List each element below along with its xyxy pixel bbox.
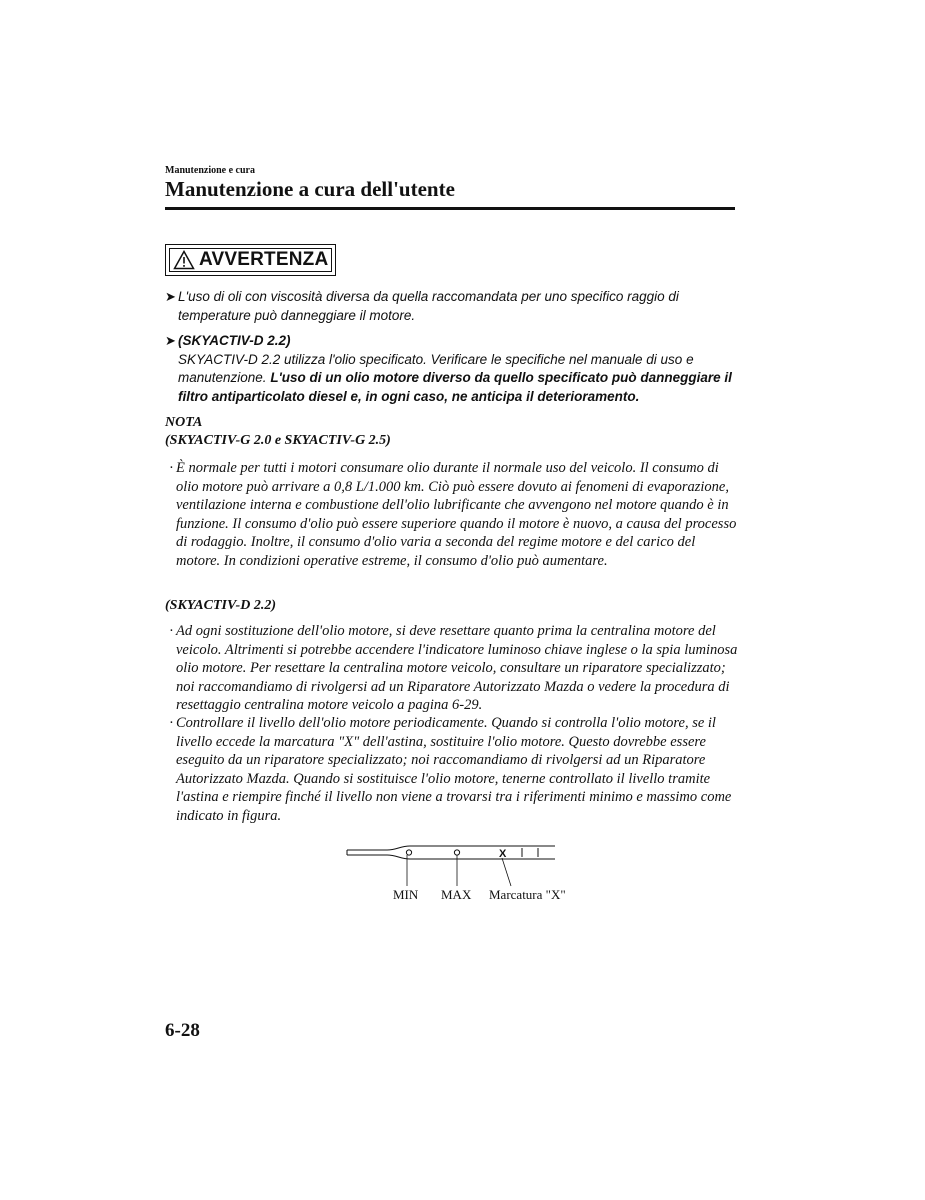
- warning-item-1: [165, 288, 740, 325]
- x-marking-label: Marcatura "X": [489, 887, 566, 902]
- x-marking: X: [499, 848, 507, 860]
- bullet-dot-icon: ·: [169, 715, 174, 731]
- nota-bullet-2: [165, 622, 740, 715]
- nota-bullet-1: [165, 459, 740, 570]
- warning-item-1-text: L'uso di oli con viscosità diversa da quella raccomandata per uno specifico raggio di temperature può danneggiare il motore.: [178, 289, 679, 323]
- nota-bullet-2-text: Ad ogni sostituzione dell'olio motore, si deve resettare quanto prima la centralina motore del veicolo. Altrimenti si potrebbe accendere l'indicatore luminoso chiave inglese o la spia luminosa olio motore. Per resettare la centralina motore veicolo, consultare un riparatore specializzato; noi raccomandiamo di rivolgersi ad un Riparatore Autorizzato Mazda o vedere la procedura di resettaggio centralina motore veicolo a pagina 6-29.: [176, 623, 738, 713]
- max-label: MAX: [441, 887, 472, 902]
- nota-bullet-1-text: È normale per tutti i motori consumare olio durante il normale uso del veicolo. Il consumo di olio motore può arrivare a 0,8 L/1.000 km. Ciò può essere dovuto ai fenomeni di evaporazione, ventilazione interna e combustione dell'olio lubrificante che avvengono nel motore quando è in funzione. Il consumo d'olio può essere superiore quando il motore è nuovo, a causa del processo di rodaggio. Inoltre, il consumo d'olio varia a seconda del regime motore e del carico del motore. In condizioni operative estreme, il consumo d'olio può aumentare.: [176, 460, 737, 569]
- title-divider: [165, 207, 735, 210]
- bullet-dot-icon: ·: [169, 623, 174, 639]
- warning-item-2-text: SKYACTIV-D 2.2 utilizza l'olio specificato. Verificare le specifiche nel manuale di uso e manutenzione.: [178, 351, 694, 385]
- arrow-bullet-icon: ➤: [165, 289, 176, 304]
- warning-box: [165, 244, 336, 276]
- page-number: 6-28: [165, 1020, 200, 1041]
- page-title: Manutenzione a cura dell'utente: [165, 177, 455, 201]
- min-label: MIN: [393, 887, 419, 902]
- warning-label: AVVERTENZA: [199, 249, 329, 270]
- warning-item-2: [165, 332, 740, 406]
- nota-bullet-3-text: Controllare il livello dell'olio motore periodicamente. Quando si controlla l'olio motore, se il livello eccede la marcatura "X" dell'astina, sostituire l'olio motore. Questo dovrebbe essere eseguito da un riparatore specializzato; noi raccomandiamo di rivolgersi ad un Riparatore Autorizzato Mazda. Quando si sostituisce l'olio motore, tenerne controllato il livello tramite l'astina e riempire finché il livello non viene a trovarsi tra i riferimenti minimo e massimo come indicato in figura.: [176, 715, 732, 824]
- nota-label: NOTA: [165, 415, 203, 430]
- warning-item-2-bold: L'uso di un olio motore diverso da quello specificato può danneggiare il filtro antiparticolato diesel e, in ogni caso, ne anticipa il deterioramento.: [178, 370, 732, 404]
- arrow-bullet-icon: ➤: [165, 333, 176, 348]
- dipstick-figure: [345, 840, 575, 910]
- warning-item-2-title: (SKYACTIV-D 2.2): [178, 333, 291, 348]
- section-header: Manutenzione e cura: [165, 165, 255, 176]
- nota-bullet-3: [165, 714, 740, 825]
- dipstick-icon: [345, 840, 575, 890]
- nota-heading-diesel: (SKYACTIV-D 2.2): [165, 598, 276, 613]
- warning-triangle-icon: [173, 250, 195, 270]
- bullet-dot-icon: ·: [169, 460, 174, 476]
- nota-heading-petrol: (SKYACTIV-G 2.0 e SKYACTIV-G 2.5): [165, 433, 391, 448]
